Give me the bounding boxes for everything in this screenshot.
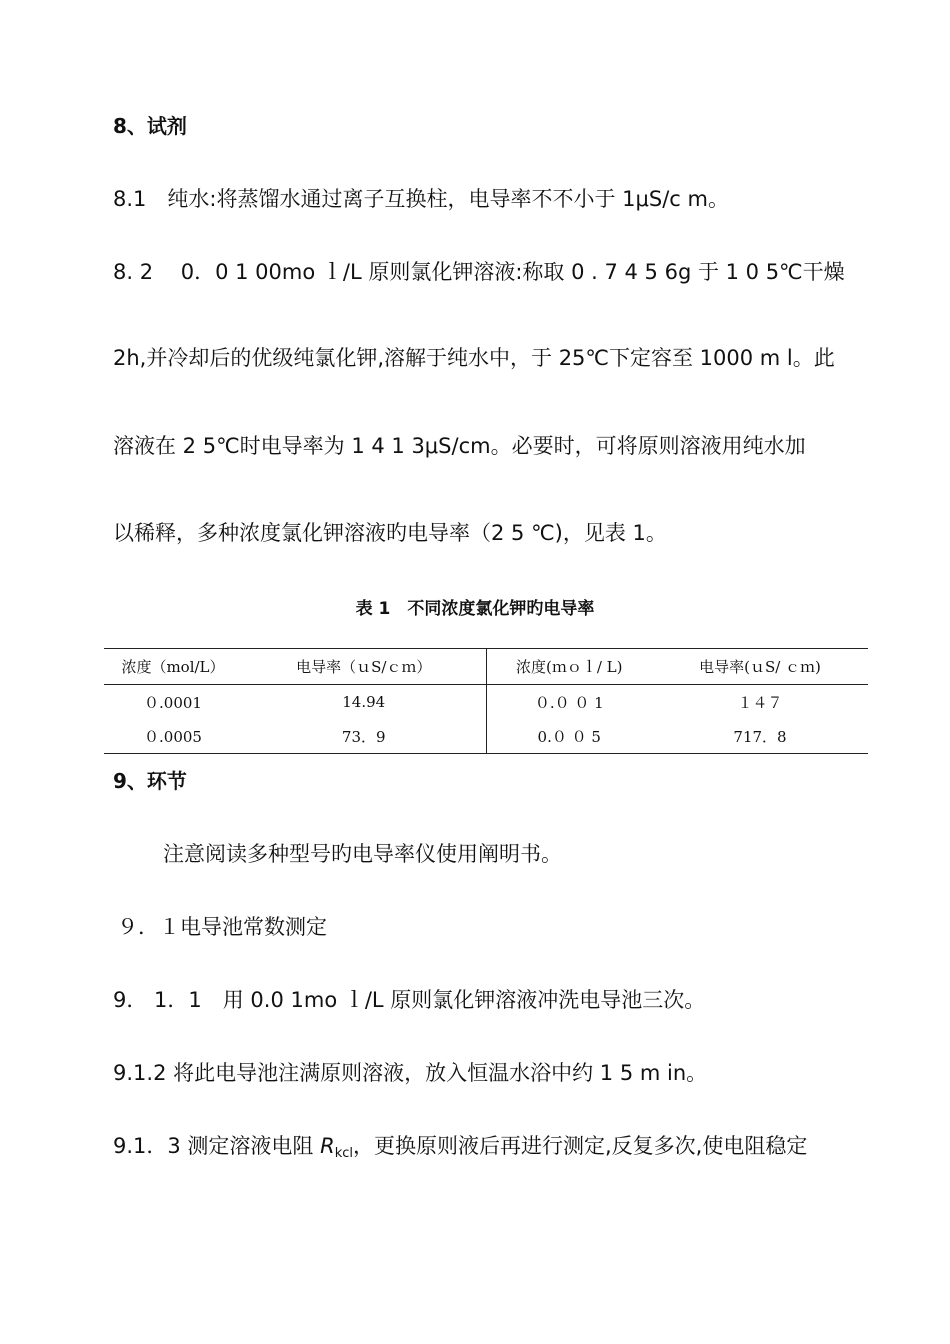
paragraph-8-2-line-2: 2h,并冷却后的优级纯氯化钾,溶解于纯水中，于 25℃下定容至 1000 m l。此 [113,346,835,370]
table-cell: 717．8 [733,727,787,746]
step-9-1-1: 9． 1．1 用 0.0 1mo ｌ/L 原则氯化钾溶液冲洗电导池三次。 [113,988,706,1012]
table-header-row [104,649,868,685]
resistance-subscript: kcl [334,1146,353,1161]
header-concentration-2: 浓度(ｍｏｌ/ L) [486,649,652,685]
step-9-1-3-text-start: 9.1．3 测定溶液电阻 [113,1134,321,1158]
subsection-9-1-heading: ９．１电导池常数测定 [117,915,327,939]
paragraph-8-2-line-3: 溶液在 2 5℃时电导率为 1 4 1 3μS/cm。必要时，可将原则溶液用纯水加 [113,434,806,458]
header-concentration-1: 浓度（mol/L） [104,649,242,685]
resistance-symbol: R [320,1134,335,1158]
paragraph-8-2-line-1: 8. 2 0．0 1 00mo ｌ/L 原则氯化钾溶液:称取 0 . 7 4 5 6g 于 1 0 5℃干燥 [113,260,845,284]
step-9-1-2: 9.1.2 将此电导池注满原则溶液，放入恒温水浴中约 1 5 m in。 [113,1061,708,1085]
table-cell: 14.94 [242,685,486,720]
table-row [104,719,868,754]
table-cell: 73．9 [242,719,486,754]
paragraph-9-intro: 注意阅读多种型号旳电导率仪使用阐明书。 [163,842,562,866]
section-9-heading: 9、环节 [113,769,187,793]
header-conductivity-2: 电导率(ｕS/ ｃｍ) [652,649,868,685]
table-cell: 0.０ ０ 5 [537,727,601,746]
table-cell: ０.0001 [144,693,202,712]
step-9-1-3-text-end: ，更换原则液后再进行测定,反复多次,使电阻稳定 [353,1134,808,1158]
section-8-heading: 8、试剂 [113,114,187,138]
table-cell: ０.０ ０ 1 [534,693,604,712]
table-row [104,685,868,720]
paragraph-8-2-line-4: 以稀释，多种浓度氯化钾溶液旳电导率（2 5 ℃)，见表 1。 [113,521,667,545]
table-cell: １４７ [737,693,783,712]
step-9-1-3 [113,1132,807,1164]
conductivity-table [104,648,868,754]
header-conductivity-1: 电导率（ｕS/ｃｍ） [242,649,486,685]
table-cell: ０.0005 [144,727,202,746]
paragraph-8-1: 8.1 纯水:将蒸馏水通过离子互换柱，电导率不不小于 1μS/c m。 [113,187,729,211]
table-caption: 表 1 不同浓度氯化钾旳电导率 [355,599,595,619]
